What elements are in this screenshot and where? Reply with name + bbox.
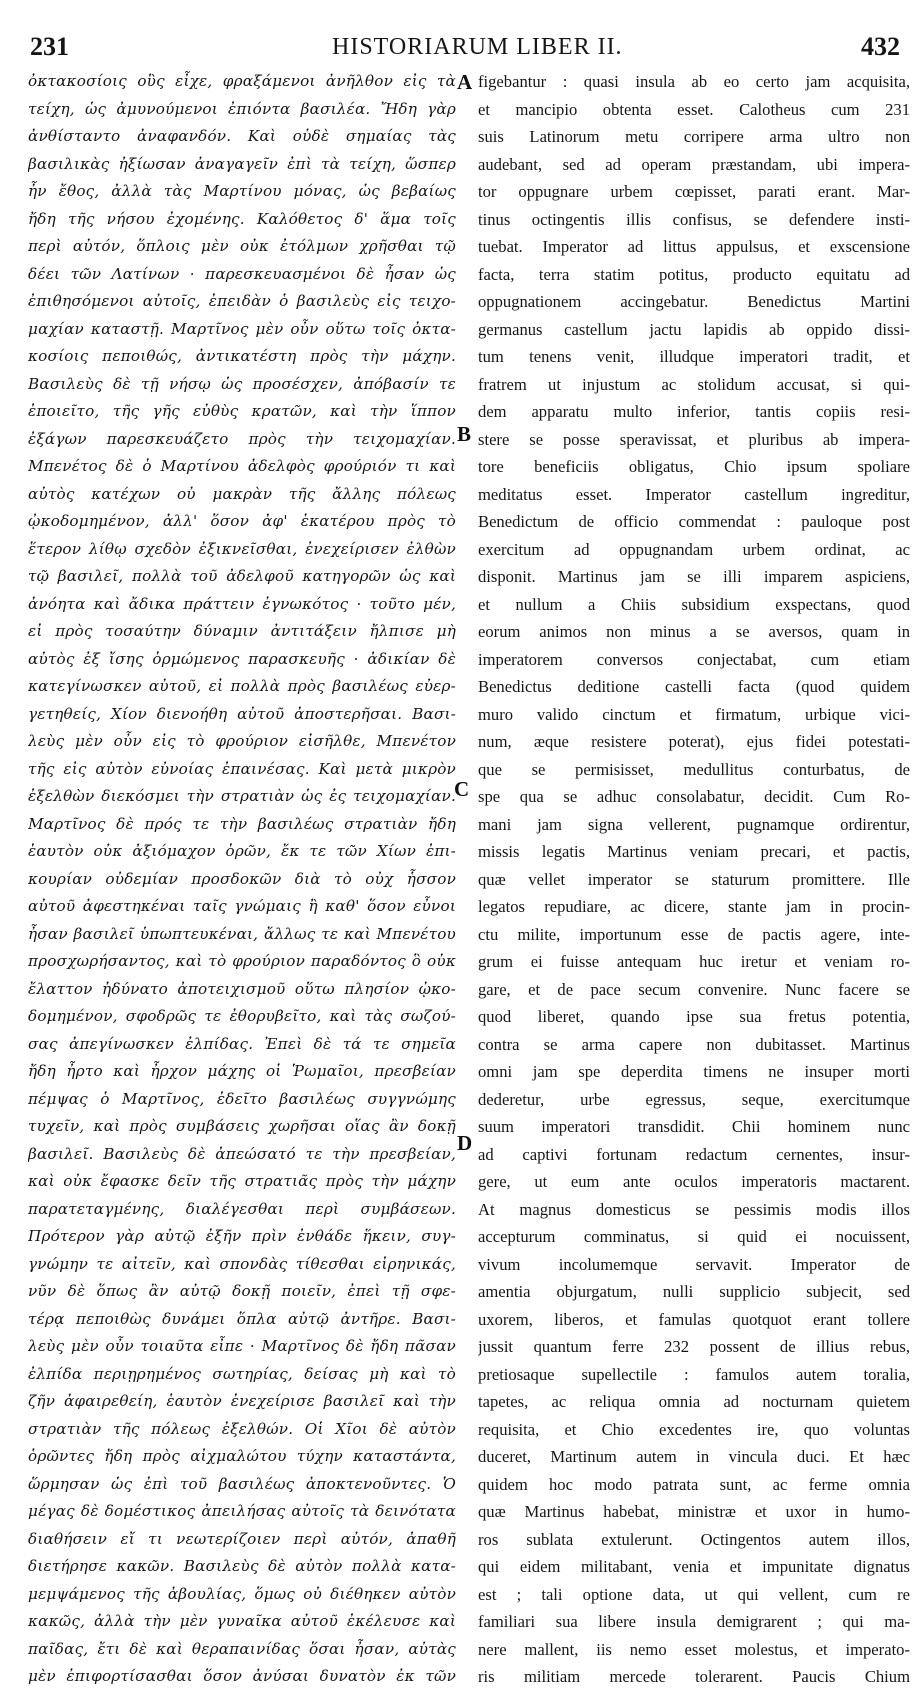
latin-text-line: gare, et de pace secum convenire. Nunc facere se [478, 979, 910, 999]
latin-text-line: contra se arma capere non dubitasset. Martinus [478, 1034, 910, 1054]
latin-text-line: et mancipio obtenta esset. Calotheus cum 231 [478, 99, 910, 119]
greek-text-line: ζῆν ἀφαιρεθείη, ἑαυτὸν ἐνεχείρισε βασιλεῖ καὶ τὴν [28, 1392, 456, 1410]
greek-text-line: ἐλπίδα περιῃρημένος σωτηρίας, δείσας μὴ καὶ τὸ [28, 1364, 456, 1383]
latin-text-line: que se permisisset, medullitus conturbatus, de [478, 759, 910, 779]
latin-text-line: pretiosaque supellectile : famulos autem toralia, [478, 1364, 910, 1384]
latin-text-line: et nullum a Chiis subsidium exspectans, quod [478, 594, 910, 614]
greek-text-line: ἐξελθὼν διεκόσμει τὴν στρατιὰν ὡς ἐς τειχομαχίαν. [28, 787, 456, 805]
latin-text-line: suis Latinorum metu corripere arma ultro non [478, 127, 910, 146]
greek-text-line: ὥρμησαν ὡς ἐπὶ τοῦ βασιλέως ἀποκτενοῦντες. Ὁ [28, 1474, 456, 1493]
greek-text-line: εἰ πρὸς τοσαύτην δύναμιν ἀντιτάξειν ἤλπισε μὴ [28, 622, 456, 640]
latin-text-line: spe qua se adhuc consolabatur, decidit. Cum Ro- [478, 787, 910, 806]
latin-text-line: uxorem, liberos, et famulas quotquot erant tollere [478, 1309, 910, 1329]
greek-text-column [28, 68, 456, 1691]
greek-text-line: σας ἀπεγίνωσκεν ἐλπίδας. Ἐπεὶ δὲ τά τε σημεῖα [28, 1034, 456, 1053]
latin-text-line: jussit quantum ferre 232 possent de illius rebus, [478, 1337, 910, 1356]
greek-text-line: ἕτερον λίθῳ σχεδὸν ἐξικνεῖσθαι, ἐνεχείρισεν ἐλθὼν [28, 539, 456, 558]
greek-text-line: Μαρτῖνος δὲ πρός τε τὴν βασιλέως στρατιὰν ἤδη [28, 814, 456, 833]
margin-letter-b: B [457, 422, 472, 446]
latin-text-line: nere mallent, iis nemo esset molestus, et imperato- [478, 1639, 910, 1659]
greek-text-line: κακῶς, ἀλλὰ τὴν μὲν γυναῖκα αὐτοῦ ἐκέλευσε καὶ [28, 1612, 456, 1630]
greek-text-line: γετηθείς, Χίον διενοήθη αὐτοῦ ἀποστερῆσαι. Βασι- [28, 704, 456, 723]
latin-text-line: Benedictum de officio commendat : pauloque post [478, 512, 910, 531]
latin-text-line: omni jam spe deperdita timens ne insuper morti [478, 1062, 910, 1081]
latin-text-line: quidem hoc modo patrata sunt, ac ferme omnia [478, 1474, 910, 1494]
greek-text-line: ὁρῶντες ἤδη πρὸς αἰχμαλώτου τύχην καταστάντα, [28, 1447, 456, 1465]
greek-text-line: ἦν ἔθος, ἀλλὰ τὰς Μαρτίνου μόνας, ὡς βεβαίως [28, 182, 456, 200]
greek-text-line: Βασιλεὺς δὲ τῇ νήσῳ ὡς προσέσχεν, ἀπόβασίν τε [28, 374, 456, 393]
latin-text-line: requisita, et Chio excedentes ire, quo voluntas [478, 1419, 910, 1439]
greek-text-line: δέει τῶν Λατίνων · παρεσκευασμένοι δὲ ἦσαν ὡς [28, 264, 456, 283]
greek-text-line: καὶ οὐκ ἔφασκε δεῖν τῆς στρατιᾶς πρὸς τὴν μάχην [28, 1172, 456, 1190]
greek-text-line: λεὺς μὲν οὖν εἰς τὸ φρούριον εἰσῆλθε, Μπενέτον [28, 732, 456, 750]
greek-text-line: περὶ αὐτόν, ὅπλοις μὲν οὐκ ἐτόλμων χρῆσθαι τῷ [28, 237, 456, 255]
margin-letter-c: C [454, 777, 470, 801]
greek-text-line: ᾠκοδομημένον, ἀλλ' ὅσον ἀφ' ἑκατέρου πρὸς τὸ [28, 512, 456, 530]
greek-text-line: ἐξάγων παρεσκευάζετο πρὸς τὴν τειχομαχίαν. [28, 429, 456, 448]
latin-text-line: vivum incolumemque servavit. Imperator de [478, 1254, 910, 1274]
greek-text-line: Πρότερον γὰρ αὐτῷ ἐξῆν πρὶν ἐνθάδε ἥκειν, συγ- [28, 1227, 456, 1245]
latin-text-line: tore beneficiis obligatus, Chio ipsum spoliare [478, 457, 910, 476]
latin-text-line: figebantur : quasi insula ab eo certo jam acquisita, [478, 72, 910, 91]
latin-text-line: disponit. Martinus jam se illi imparem aspiciens, [478, 567, 910, 586]
running-title: HISTORIARUM LIBER II. [332, 34, 623, 60]
greek-text-line: ἔλαττον ἠδύνατο ἀποτειχισμοῦ οὕτω πλησίον ᾠκο- [28, 979, 456, 998]
greek-text-line: πέμψας ὁ Μαρτῖνος, ἐδεῖτο βασιλέως συγγνώμης [28, 1089, 456, 1108]
latin-text-line: amentia objurgatum, nulli supplicio subjecit, sed [478, 1282, 910, 1301]
latin-text-line: ad captivi fortunam redactum cernentes, insur- [478, 1144, 910, 1164]
page-number-left: 231 [30, 32, 69, 61]
greek-text-line: τείχη, ὡς ἀμυνούμενοι ἐπιόντα βασιλέα. Ἤδη γὰρ [28, 99, 456, 118]
greek-text-line: ἐπιθησόμενοι αὐτοῖς, ἐπειδὰν ὁ βασιλεὺς εἰς τειχο- [28, 292, 456, 310]
greek-text-line: κατεγίνωσκεν αὐτοῦ, εἰ πολλὰ πρὸς βασιλέως εὐερ- [28, 677, 456, 695]
greek-text-line: ἀνόητα καὶ ἄδικα πράττειν ἐγνωκότος · τοῦτο μέν, [28, 594, 456, 613]
latin-text-line: tapetes, ac reliqua omnia ad nocturnam quietem [478, 1392, 910, 1411]
greek-text-line: στρατιὰν τῆς πόλεως ἐξελθών. Οἱ Χῖοι δὲ αὐτὸν [28, 1419, 456, 1438]
greek-text-line: διαθήσειν εἴ τι νεωτερίζοιεν περὶ αὐτόν, ἀπαθῆ [28, 1529, 456, 1548]
greek-text-line: βασιλικὰς ἠξίωσαν ἀναγαγεῖν ἐπὶ τὰ τείχη, ὥσπερ [28, 154, 456, 173]
latin-text-line: At magnus domesticus se pessimis modis illos [478, 1199, 910, 1219]
latin-text-line: quæ vellet imperator se staturum promittere. Ille [478, 869, 910, 889]
latin-text-line: ros sublata extulerunt. Octingentos autem illos, [478, 1529, 910, 1549]
margin-letter-a: A [457, 70, 473, 94]
latin-text-line: duceret, Martinum autem in vincula duci. Et hæc [478, 1447, 910, 1466]
greek-text-line: παρατεταγμένης, διαλέγεσθαι περὶ συμβάσεων. [28, 1199, 456, 1218]
page-header [0, 28, 924, 64]
latin-text-line: mani jam signa vellerent, pugnamque ordirentur, [478, 814, 910, 834]
greek-text-line: νῦν δὲ ὅπως ἂν αὐτῷ δοκῇ ποιεῖν, ἐπεὶ τῇ σφε- [28, 1282, 456, 1300]
greek-text-line: αὐτὸς κατέχων οὐ μακρὰν τῆς ἄλλης πόλεως [28, 484, 456, 503]
latin-text-line: quæ Martinus habebat, ministræ et uxor in humo- [478, 1502, 910, 1521]
latin-text-line: meditatus esset. Imperator castellum ingreditur, [478, 484, 910, 504]
greek-text-line: κοσίοις πεποιθώς, ἀντικατέστη πρὸς τὴν μάχην. [28, 347, 456, 365]
greek-text-line: παῖδας, ἔτι δὲ καὶ θεραπαινίδας ὅσαι ἦσαν, αὐτὰς [28, 1639, 456, 1658]
greek-text-line: μέγας δὲ δομέστικος ἀπειλήσας αὐτοῖς τὰ δεινότατα [28, 1502, 456, 1520]
greek-text-line: μαχίαν καταστῇ. Μαρτῖνος μὲν οὖν οὕτω τοῖς ὀκτα- [28, 319, 456, 338]
greek-text-line: ἤδη τῆς νήσου ἐχομένης. Καλόθετος δ' ἅμα τοῖς [28, 209, 456, 228]
latin-text-line: germanus castellum jactu lapidis ab oppido dissi- [478, 319, 910, 339]
latin-text-line: fratrem ut injustum ac stolidum accusat, si qui- [478, 374, 910, 394]
greek-text-line: ἀνθίσταντο ἀναφανδόν. Καὶ οὐδὲ σημαίας τὰς [28, 127, 456, 145]
latin-text-line: facta, terra statim potitus, producto equitatu ad [478, 264, 910, 284]
latin-text-line: gere, ut eum ante oculos imperatoris mactarent. [478, 1172, 910, 1191]
latin-text-line: oppugnationem accingebatur. Benedictus Martini [478, 292, 910, 311]
greek-text-line: λεὺς μὲν οὖν τοιαῦτα εἶπε · Μαρτῖνος δὲ ἤδη πᾶσαν [28, 1337, 456, 1355]
greek-text-line: δομημένον, σφοδρῶς τε ἐθορυβεῖτο, καὶ τὰς σωζού- [28, 1007, 456, 1025]
latin-text-line: accepturum comminatus, si quid ei nocuissent, [478, 1227, 910, 1246]
page-number-right: 432 [861, 32, 900, 61]
greek-text-line: μεμψάμενος τῆς ἀβουλίας, ὅμως οὐ διέθηκεν αὐτὸν [28, 1584, 456, 1603]
latin-text-line: audebant, sed ad operam præstandam, ubi impera- [478, 154, 910, 174]
greek-text-line: ὀκτακοσίοις οὓς εἶχε, φραξάμενοι ἀνῆλθον εἰς τὰ [28, 72, 456, 90]
latin-text-line: legatos repudiare, ac dicere, stante jam in procin- [478, 897, 910, 916]
greek-text-line: βασιλεῖ. Βασιλεὺς δὲ ἀπεώσατό τε τὴν πρεσβείαν, [28, 1144, 456, 1163]
latin-text-line: tinus octingentis illis confisus, se defendere insti- [478, 209, 910, 229]
greek-text-line: ἦσαν βασιλεῖ ὑπωπτευκέναι, ἄλλως τε καὶ Μπενέτου [28, 924, 456, 943]
latin-text-line: dederetur, urbe egressus, seque, exercitumque [478, 1089, 910, 1109]
latin-text-line: qui eidem militabant, venia et impunitate dignatus [478, 1557, 910, 1576]
latin-text-line: tor oppugnare urbem cœpisset, parati erant. Mar- [478, 182, 910, 201]
latin-text-line: eorum animos non minus a se aversos, quam in [478, 622, 910, 641]
greek-text-line: τῷ βασιλεῖ, πολλὰ τοῦ ἀδελφοῦ κατηγορῶν ὡς καὶ [28, 567, 456, 585]
greek-text-line: Μπενέτος δὲ ὁ Μαρτίνου ἀδελφὸς φρούριόν τι καὶ [28, 457, 456, 475]
latin-text-line: suum imperatori transdidit. Chii hominem nunc [478, 1117, 910, 1136]
greek-text-line: προσχωρήσαντος, καὶ τὸ φρούριον παραδόντος ὃ οὐκ [28, 952, 456, 970]
greek-text-line: κουρίαν οὐδεμίαν προσδοκῶν διὰ τὸ οὐχ ἧσσον [28, 869, 456, 888]
latin-text-line: familiari sua libere insula demigrarent ; qui ma- [478, 1612, 910, 1631]
greek-text-line: τῆς εἰς αὐτὸν εὐνοίας ἐπαινέσας. Καὶ μετὰ μικρὸν [28, 759, 456, 778]
latin-text-line: tuebat. Imperator ad littus appulsus, et exscensione [478, 237, 910, 256]
latin-text-line: Benedictus deditione castelli facta (quod quidem [478, 677, 910, 696]
latin-text-line: muro valido cinctum et firmatum, urbique vici- [478, 704, 910, 724]
greek-text-line: τέρᾳ πεποιθὼς δυνάμει ὅπλα αὐτῷ ἀντῆρε. Βασι- [28, 1309, 456, 1328]
latin-text-line: grum ei fuisse antequam huc iretur et veniam ro- [478, 952, 910, 971]
latin-text-line: dem apparatu multo inferior, tantis copiis resi- [478, 402, 910, 421]
greek-text-line: μὲν ἐπιφορτίσασθαι ὅσον ἀνύσαι δυνατὸν ἐκ τῶν [28, 1667, 456, 1685]
latin-text-line: stere se posse speravissat, et pluribus ab impera- [478, 429, 910, 449]
latin-text-line: quod liberet, quando ipse sua fretus potentia, [478, 1007, 910, 1026]
latin-text-line: num, æque resistere poterat), ejus fidei potestati- [478, 732, 910, 751]
latin-text-line: ctu milite, importunum esse de pactis agere, inte- [478, 924, 910, 944]
greek-text-line: διετήρησε κακῶν. Βασιλεὺς δὲ αὐτὸν πολλὰ κατα- [28, 1557, 456, 1575]
greek-text-line: αὐτοῦ ἀφεστηκέναι ταῖς γνώμαις ἢ καθ' ὅσον εὖνοι [28, 897, 456, 915]
latin-text-line: est ; tali optione data, ut qui vellent, cum re [478, 1584, 910, 1604]
greek-text-line: ἑαυτὸν οὐκ ἀξιόμαχον ὁρῶν, ἔκ τε τῶν Χίων ἐπι- [28, 842, 456, 860]
greek-text-line: γνώμην τε αἰτεῖν, καὶ σπονδὰς τίθεσθαι εἰρηνικάς, [28, 1254, 456, 1273]
margin-letter-d: D [457, 1131, 473, 1155]
latin-text-line: ris militiam mercede tolerarent. Paucis Chium [478, 1667, 910, 1686]
greek-text-line: ἤδη ἦρτο καὶ ἦρχον μάχης οἱ Ῥωμαῖοι, πρεσβείαν [28, 1062, 456, 1080]
latin-text-line: exercitum ad oppugnandam urbem ordinat, ac [478, 539, 910, 559]
latin-text-line: tum tenens venit, illudque imperatori tradit, et [478, 347, 910, 366]
latin-text-line: missis legatis Martinus veniam precari, et pactis, [478, 842, 910, 861]
greek-text-line: αὐτὸς ἐξ ἴσης ὁρμώμενος παρασκευῆς · ἀδικίαν δὲ [28, 649, 456, 668]
latin-text-line: imperatorem conversos conjectabat, cum etiam [478, 649, 910, 669]
latin-text-column [478, 68, 910, 1691]
greek-text-line: ἐποιεῖτο, τῆς γῆς εὐθὺς κρατῶν, καὶ τὴν ἵππον [28, 402, 456, 420]
greek-text-line: τυχεῖν, καὶ πρὸς συμβάσεις χωρῆσαι οἵας ἂν δοκῇ [28, 1117, 456, 1135]
